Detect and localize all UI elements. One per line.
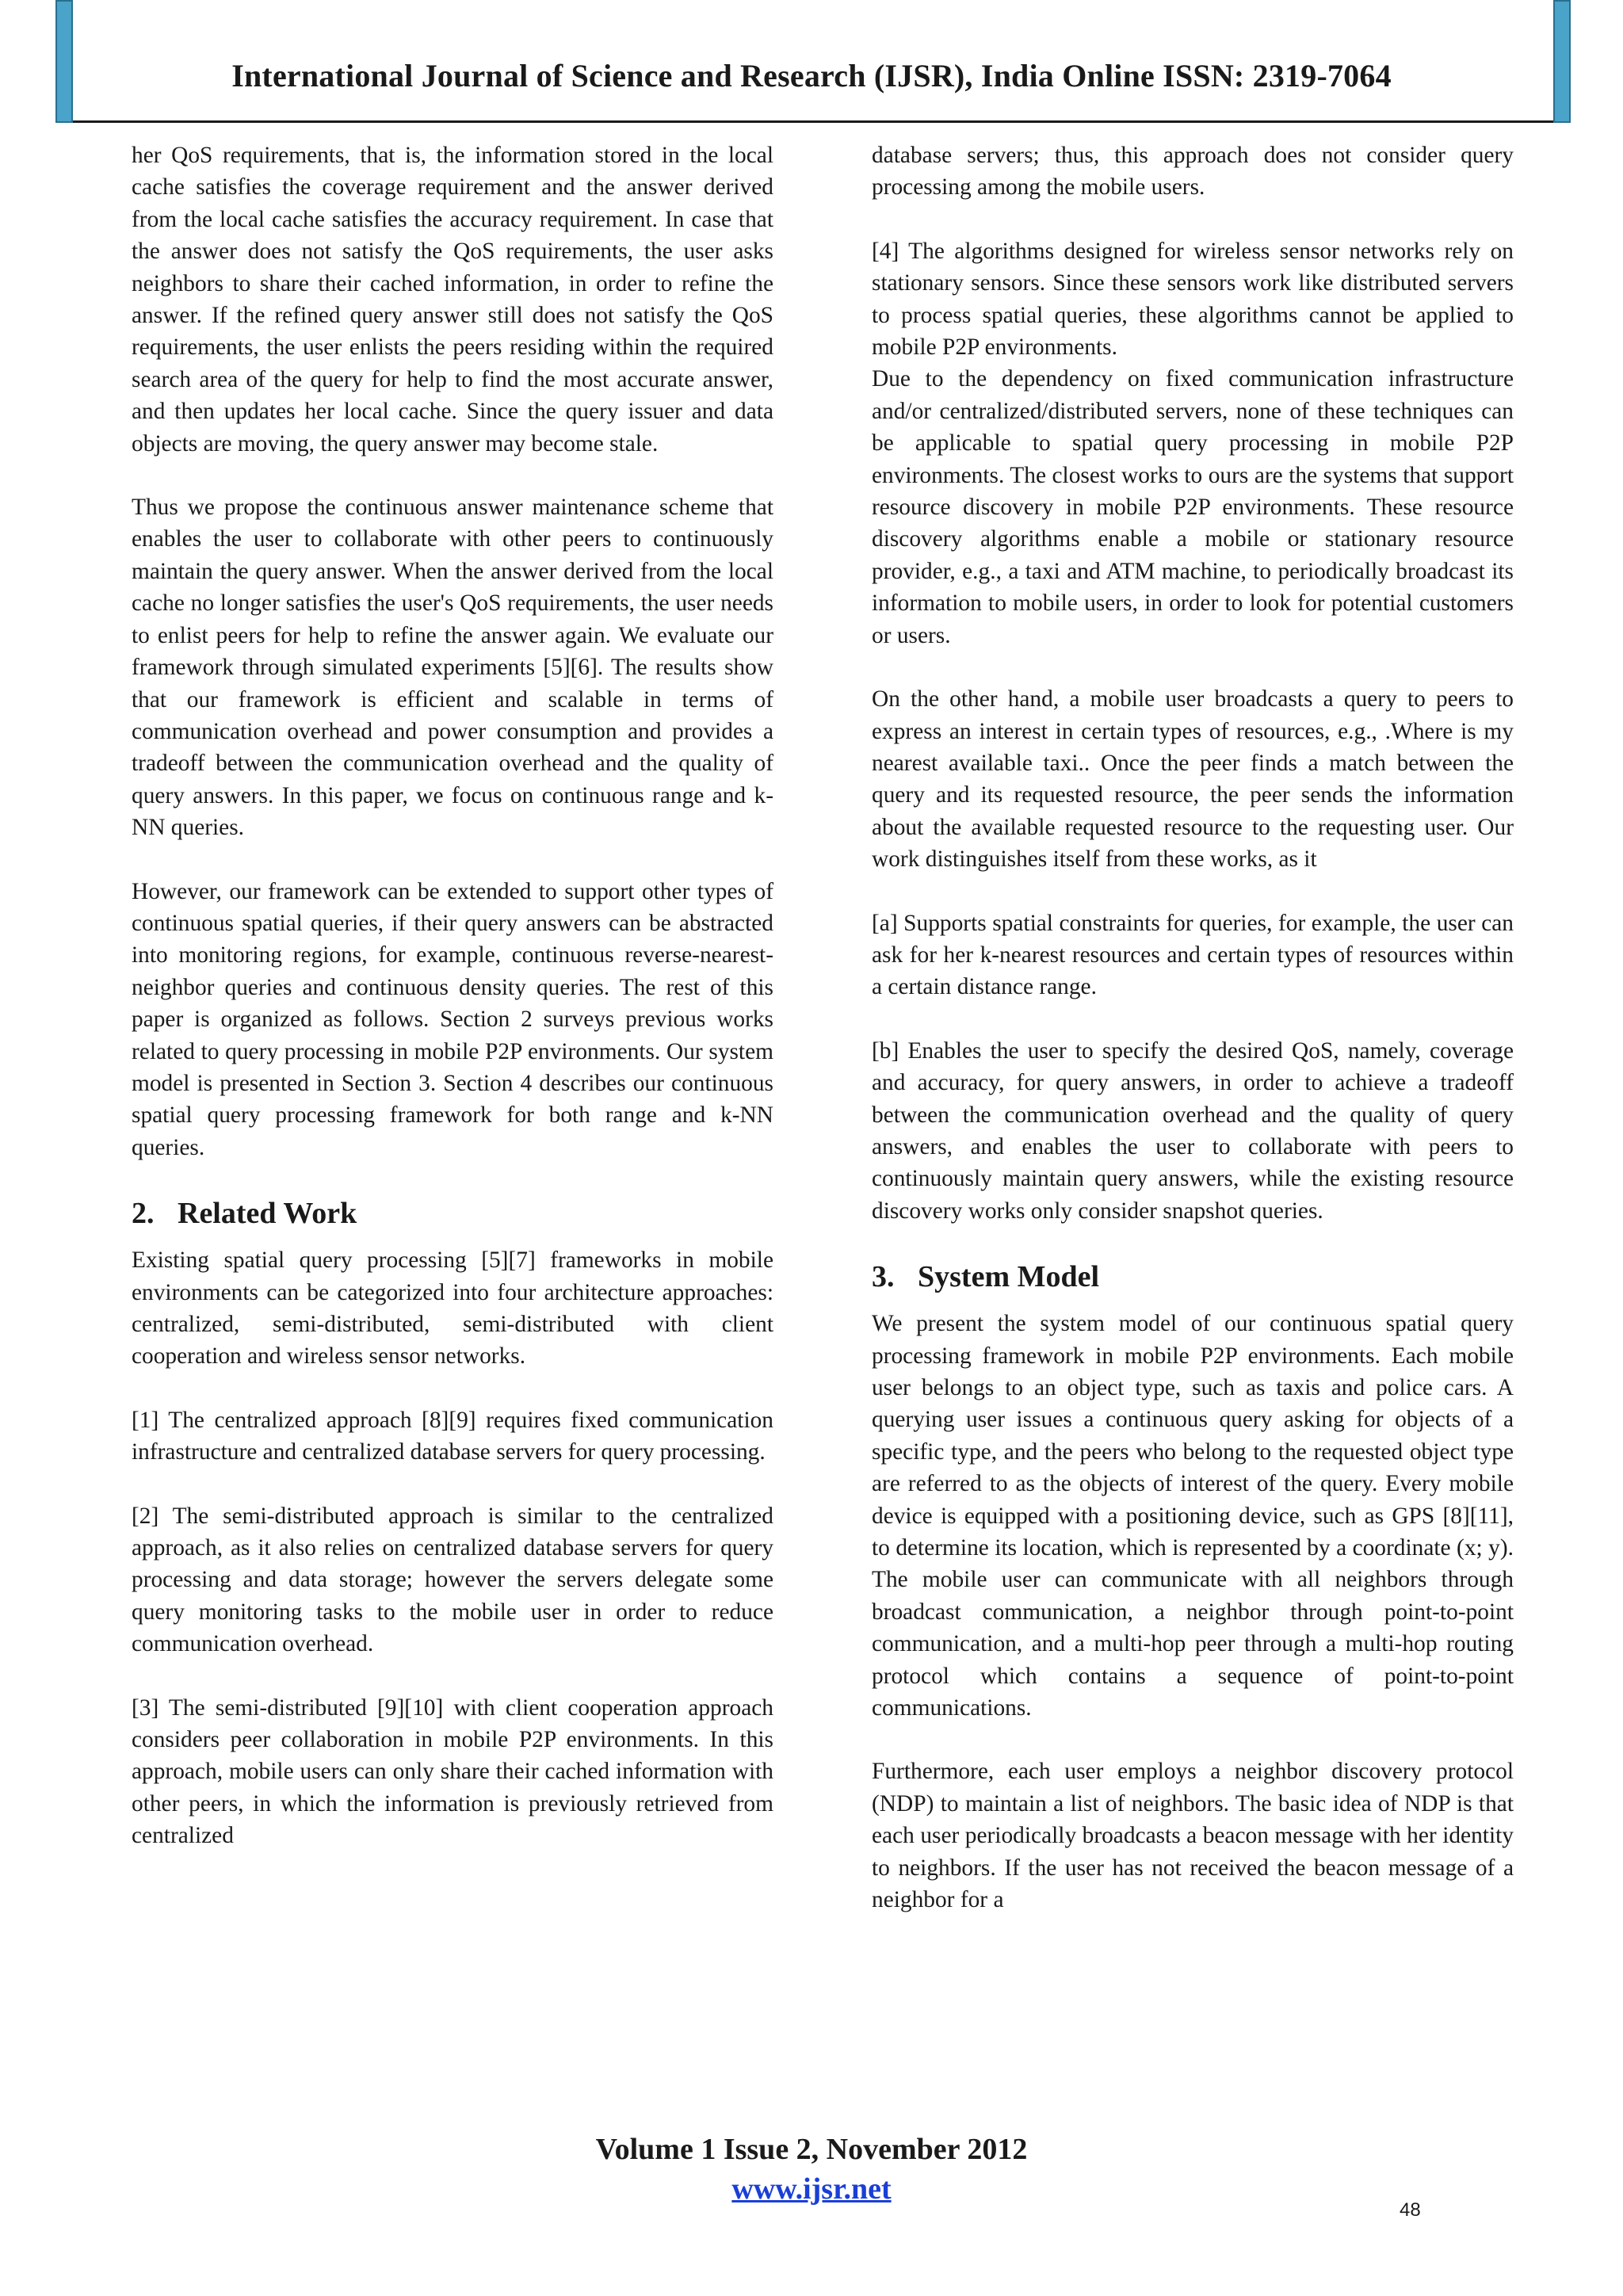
paragraph: On the other hand, a mobile user broadcasts a query to peers to express an interest in certain types of resources, e.g., .Where is my nearest available taxi.. Once the peer finds a match between the query and its requested resource, the peer sends the information about the available requested resource to the requesting user. Our work distinguishes itself from these works, as it bbox=[872, 686, 1514, 873]
section-number: 3. bbox=[872, 1260, 895, 1294]
paragraph: database servers; thus, this approach does not consider query processing among the mobile users. bbox=[872, 143, 1514, 201]
section-heading-related-work bbox=[132, 1195, 773, 1232]
paragraph: [3] The semi-distributed [9][10] with client cooperation approach considers peer collaboration in mobile P2P environments. In this approach, mobile users can only share their cached information with other peers, in which the information is previously retrieved from centralized bbox=[132, 1694, 773, 1849]
paragraph: Due to the dependency on fixed communication infrastructure and/or centralized/distributed servers, none of these techniques can be applicable to spatial query processing in mobile P2P environments. The closest works to ours are the systems that support resource discovery in mobile P2P environments. These resource discovery algorithms enable a mobile or stationary resource provider, e.g., a taxi and ATM machine, to periodically broadcast its information to mobile users, in order to look for potential customers or users. bbox=[872, 366, 1514, 648]
paragraph: Furthermore, each user employs a neighbor discovery protocol (NDP) to maintain a list of neighbors. The basic idea of NDP is that each user periodically broadcasts a beacon message with her identity to neighbors. If the user has not received the beacon message of a neighbor for a bbox=[872, 1759, 1514, 1913]
paragraph: [a] Supports spatial constraints for queries, for example, the user can ask for her k-nearest resources and certain types of resources within a certain distance range. bbox=[872, 910, 1514, 1000]
footer-website-link[interactable]: www.ijsr.net bbox=[731, 2172, 892, 2206]
paragraph: However, our framework can be extended to support other types of continuous spatial queries, if their query answers can be abstracted into monitoring regions, for example, continuous reverse-nearest-neighbor queries and continuous density queries. The rest of this paper is organized as follows. Section 2 surveys previous works related to query processing in mobile P2P environments. Our system model is presented in Section 3. Section 4 describes our continuous spatial query processing framework for both range and k-NN queries. bbox=[132, 878, 773, 1160]
paragraph: her QoS requirements, that is, the information stored in the local cache satisfies the coverage requirement and the answer derived from the local cache satisfies the accuracy requirement. In case that the answer does not satisfy the QoS requirements, the user asks neighbors to share their cached information, in order to refine the answer. If the refined query answer still does not satisfy the QoS requirements, the user enlists the peers residing within the required search area of the query for help to find the most accurate answer, and then updates her local cache. Since the query issuer and data objects are moving, the query answer may become stale. bbox=[132, 143, 773, 457]
paragraph: Thus we propose the continuous answer maintenance scheme that enables the user to collaborate with other peers to continuously maintain the query answer. When the answer derived from the local cache no longer satisfies the user's QoS requirements, the user needs to enlist peers for help to refine the answer again. We evaluate our framework through simulated experiments [5][6]. The results show that our framework is efficient and scalable in terms of communication overhead and power consumption and provides a tradeoff between the communication overhead and the quality of query answers. In this paper, we focus on continuous range and k-NN queries. bbox=[132, 495, 773, 841]
paragraph: We present the system model of our continuous spatial query processing framework in mobile P2P environments. Each mobile user belongs to an object type, such as taxis and police cars. A querying user issues a continuous query asking for objects of a specific type, and the peers who belong to the requested object type are referred to as the objects of interest of the query. Every mobile device is equipped with a positioning device, such as GPS [8][11], to determine its location, which is represented by a coordinate (x; y). The mobile user can communicate with all neighbors through broadcast communication, a neighbor through point-to-point communication, and a multi-hop peer through a multi-hop routing protocol which contains a sequence of point-to-point communications. bbox=[872, 1311, 1514, 1721]
page-number: 48 bbox=[1400, 2199, 1421, 2221]
left-column bbox=[132, 139, 773, 1852]
section-title: Related Work bbox=[178, 1197, 357, 1231]
paragraph: [2] The semi-distributed approach is similar to the centralized approach, as it also relies on centralized database servers for query processing and data storage; however the servers delegate some query monitoring tasks to the mobile user in order to reduce communication overhead. bbox=[132, 1503, 773, 1657]
paragraph: [4] The algorithms designed for wireless sensor networks rely on stationary sensors. Since these sensors work like distributed servers to process spatial queries, these algorithms cannot be applied to mobile P2P environments. bbox=[872, 238, 1514, 361]
right-column bbox=[872, 139, 1514, 1916]
paragraph: Existing spatial query processing [5][7] frameworks in mobile environments can be categorized into four architecture approaches: centralized, semi-distributed, semi-distributed with client cooperation and wireless sensor networks. bbox=[132, 1247, 773, 1370]
paragraph: [1] The centralized approach [8][9] requires fixed communication infrastructure and centralized database servers for query processing. bbox=[132, 1407, 773, 1465]
paragraph: [b] Enables the user to specify the desired QoS, namely, coverage and accuracy, for query answers, in order to achieve a tradeoff between the communication overhead and the quality of query answers, and enables the user to collaborate with peers to continuously maintain query answers, while the existing resource discovery works only consider snapshot queries. bbox=[872, 1037, 1514, 1224]
section-title: System Model bbox=[918, 1260, 1100, 1294]
section-heading-system-model bbox=[872, 1259, 1514, 1295]
footer-volume-info: Volume 1 Issue 2, November 2012 bbox=[595, 2133, 1028, 2166]
section-number: 2. bbox=[132, 1197, 155, 1231]
journal-header-title: International Journal of Science and Research (IJSR), India Online ISSN: 2319-7064 bbox=[231, 58, 1392, 94]
header-divider bbox=[73, 120, 1553, 123]
